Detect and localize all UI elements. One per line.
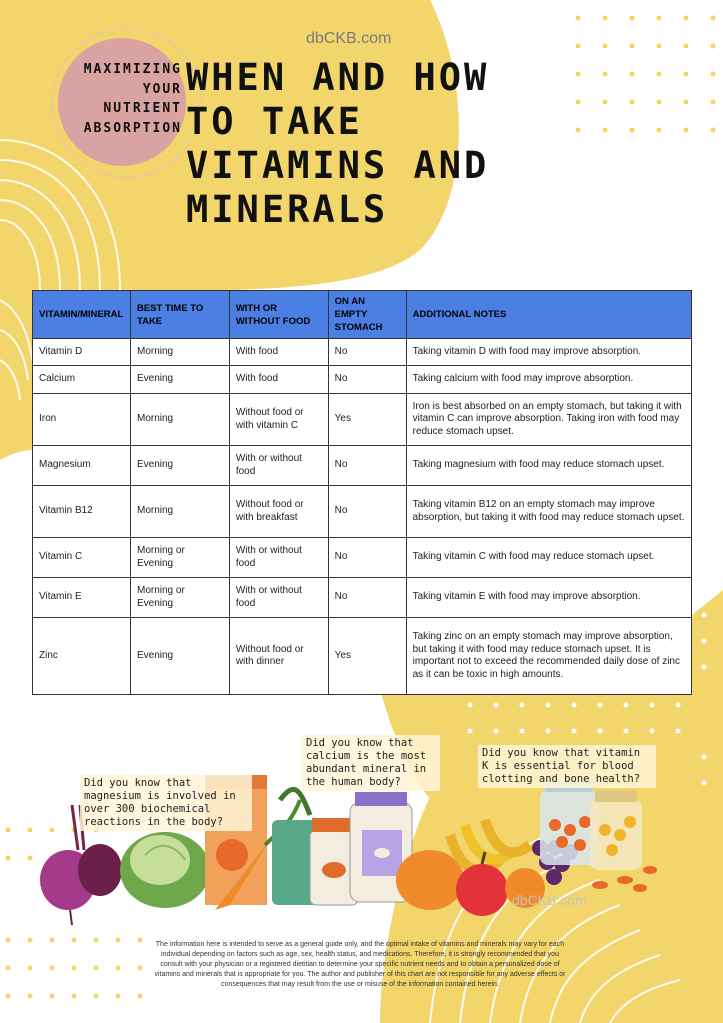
- fact-magnesium: Did you know that magnesium is involved in over 300 biochemical reactions in the body?: [80, 775, 252, 831]
- subtitle-line: YOUR: [142, 81, 182, 97]
- cell-notes: Taking zinc on an empty stomach may improve absorption, but taking it with food may reduce stomach upset. It is important not to exceed the recommended daily dose of zinc as it can be toxic in high amounts.: [406, 618, 691, 695]
- header-food: WITH OR WITHOUT FOOD: [229, 291, 328, 339]
- table-row: [33, 538, 692, 578]
- cell-vitamin: Vitamin E: [33, 578, 131, 618]
- table-row: [33, 618, 692, 695]
- title-line: VITAMINS AND: [186, 144, 490, 187]
- disclaimer: The information here is intended to serve as a general guide only, and the optimal intake of vitamins and minerals may vary for each individual depending on factors such as age, sex, health status, and medications. Therefore, it is strongly recommended that you consult with your physician or a registered dietitian to determine your specific nutrient needs and to obtain a personalized dose of vitamins and minerals that is appropriate for you. The author and publisher of this chart are not responsible for any adverse effects or consequences that may result from the use or misuse of the information contained herein.: [154, 941, 566, 988]
- cell-empty: No: [328, 366, 406, 394]
- cell-notes: Iron is best absorbed on an empty stomach, but taking it with vitamin C can improve absorption. Taking iron with food may reduce stomach upset.: [406, 394, 691, 446]
- banana-icon: [450, 820, 530, 870]
- page-title: [186, 56, 516, 232]
- cell-food: With or without food: [229, 578, 328, 618]
- table-row: [33, 446, 692, 486]
- site-name: dbCKB.com: [306, 30, 392, 47]
- cell-time: Morning or Evening: [130, 538, 229, 578]
- table-row: [33, 339, 692, 366]
- cell-time: Evening: [130, 446, 229, 486]
- cell-time: Morning: [130, 486, 229, 538]
- table-header-row: [33, 291, 692, 339]
- cell-vitamin: Calcium: [33, 366, 131, 394]
- cell-time: Morning: [130, 394, 229, 446]
- cell-food: Without food or with vitamin C: [229, 394, 328, 446]
- cell-vitamin: Vitamin D: [33, 339, 131, 366]
- pill-bottle-icon: [310, 792, 412, 905]
- table-row: [33, 578, 692, 618]
- fact-vitamin-k: Did you know that vitamin K is essential for blood clotting and bone health?: [478, 745, 656, 788]
- cell-empty: Yes: [328, 618, 406, 695]
- vitamin-table: [32, 290, 692, 695]
- cell-food: Without food or with breakfast: [229, 486, 328, 538]
- cell-food: With food: [229, 366, 328, 394]
- cell-notes: Taking vitamin D with food may improve absorption.: [406, 339, 691, 366]
- cell-vitamin: Magnesium: [33, 446, 131, 486]
- cell-empty: No: [328, 578, 406, 618]
- cell-vitamin: Zinc: [33, 618, 131, 695]
- header-best-time: BEST TIME TO TAKE: [130, 291, 229, 339]
- subtitle-line: MAXIMIZING: [83, 62, 182, 77]
- cell-food: With or without food: [229, 538, 328, 578]
- cell-empty: No: [328, 538, 406, 578]
- table-row: [33, 366, 692, 394]
- cell-food: With or without food: [229, 446, 328, 486]
- cell-notes: Taking vitamin C with food may reduce stomach upset.: [406, 538, 691, 578]
- cell-empty: No: [328, 486, 406, 538]
- title-line: WHEN AND HOW: [186, 56, 490, 99]
- cell-time: Evening: [130, 366, 229, 394]
- header-notes: ADDITIONAL NOTES: [406, 291, 691, 339]
- cell-vitamin: Iron: [33, 394, 131, 446]
- fact-calcium: Did you know that calcium is the most abundant mineral in the human body?: [302, 735, 440, 791]
- cell-notes: Taking magnesium with food may reduce stomach upset.: [406, 446, 691, 486]
- cell-vitamin: Vitamin C: [33, 538, 131, 578]
- cell-empty: Yes: [328, 394, 406, 446]
- cell-food: With food: [229, 339, 328, 366]
- title-line: TO TAKE: [186, 100, 363, 143]
- cell-time: Evening: [130, 618, 229, 695]
- header-empty-stomach: ON AN EMPTY STOMACH: [328, 291, 406, 339]
- cell-vitamin: Vitamin B12: [33, 486, 131, 538]
- cell-notes: Taking vitamin B12 on an empty stomach may improve absorption, but taking it with food may reduce stomach upset.: [406, 486, 691, 538]
- cabbage-icon: [120, 832, 210, 908]
- cell-food: Without food or with dinner: [229, 618, 328, 695]
- subtitle: [40, 60, 182, 138]
- subtitle-line: ABSORPTION: [83, 120, 182, 136]
- cell-notes: Taking calcium with food may improve absorption.: [406, 366, 691, 394]
- table-row: [33, 486, 692, 538]
- watermark: dbCKB.com: [512, 892, 587, 908]
- cell-empty: No: [328, 339, 406, 366]
- mango-icon: [396, 850, 464, 910]
- table-row: [33, 394, 692, 446]
- cell-time: Morning: [130, 339, 229, 366]
- title-line: MINERALS: [186, 188, 389, 231]
- cell-notes: Taking vitamin E with food may improve absorption.: [406, 578, 691, 618]
- cell-time: Morning or Evening: [130, 578, 229, 618]
- subtitle-line: NUTRIENT: [103, 101, 182, 116]
- cell-empty: No: [328, 446, 406, 486]
- header-vitamin: VITAMIN/MINERAL: [33, 291, 131, 339]
